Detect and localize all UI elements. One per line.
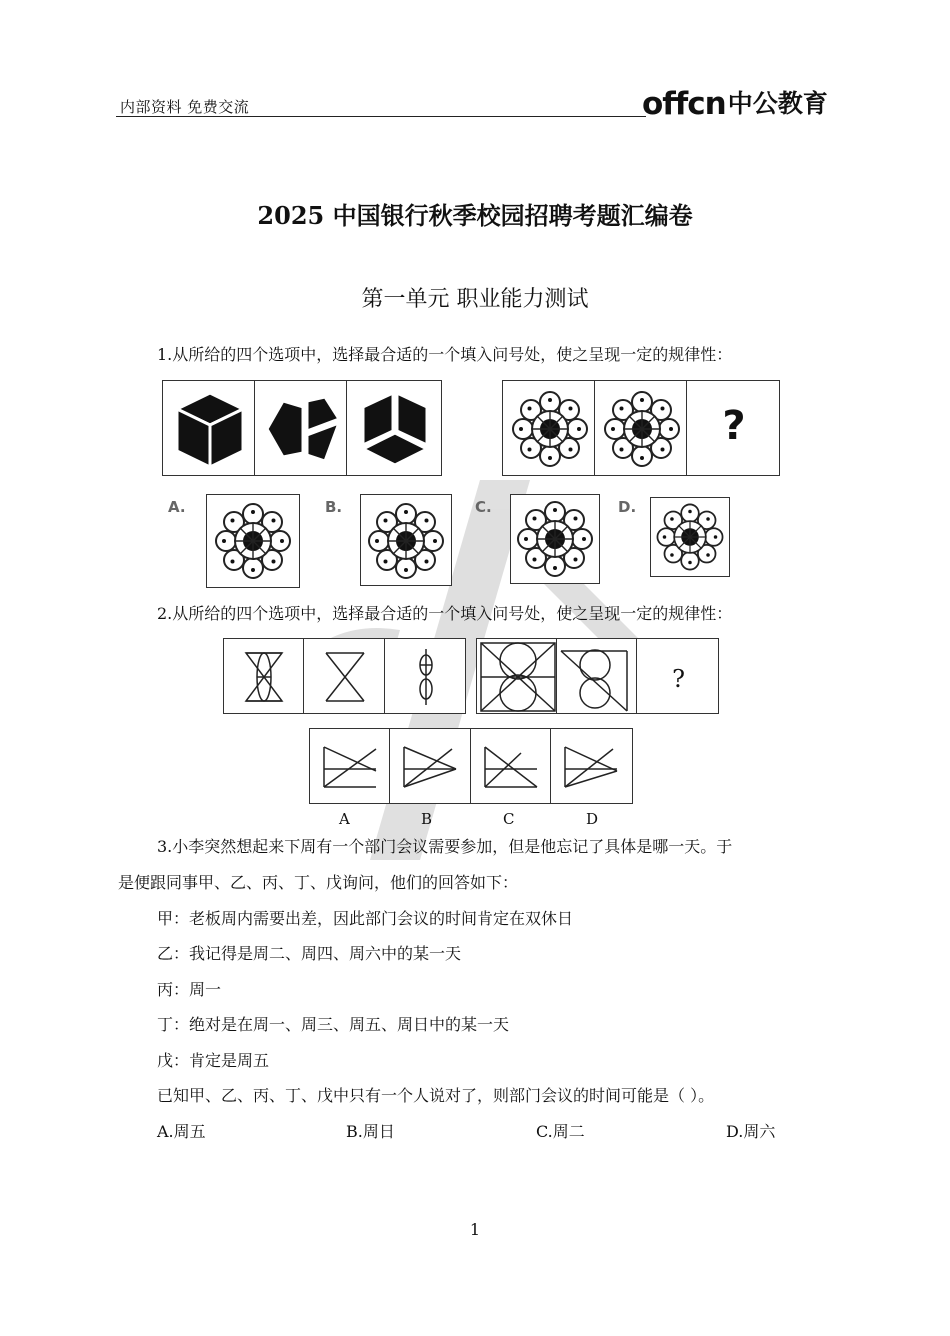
q3-statement-yi: 乙：我记得是周二、周四、周六中的某一天	[157, 944, 462, 963]
q2-option-a-label: A	[339, 810, 350, 828]
q1-question-cell	[686, 380, 780, 476]
q2-option-a[interactable]	[309, 728, 391, 804]
q2-figure-4	[476, 638, 558, 714]
q3-statement-wu: 戊：肯定是周五	[157, 1051, 270, 1070]
q3-stem-line2: 是便跟同事甲、乙、丙、丁、戊询问，他们的回答如下：	[118, 873, 519, 892]
q1-option-d-label: D.	[618, 498, 637, 516]
q3-stem-line1: 3.小李突然想起来下周有一个部门会议需要参加，但是他忘记了具体是哪一天。于	[157, 837, 733, 856]
q2-figure-5	[556, 638, 638, 714]
cube-icon	[163, 381, 257, 477]
overlay-icon	[557, 639, 639, 715]
question-mark: ?	[722, 403, 746, 449]
hourglass-icon	[224, 639, 306, 715]
triangle-icon	[551, 729, 634, 805]
q1-option-d[interactable]	[650, 497, 730, 577]
q1-stem: 1.从所给的四个选项中，选择最合适的一个填入问号处，使之呈现一定的规律性：	[157, 345, 733, 364]
q1-flower-1	[502, 380, 596, 476]
flower-icon	[207, 495, 301, 589]
offcn-logo	[642, 80, 828, 120]
triangle-icon	[310, 729, 392, 805]
logo-text-cn: 中公教育	[727, 89, 828, 118]
q1-question-row-left	[162, 380, 442, 476]
cube-icon	[347, 381, 443, 477]
q1-option-b-label: B.	[325, 498, 343, 516]
q3-statement-jia: 甲：老板周内需要出差，因此部门会议的时间肯定在双休日	[157, 909, 574, 928]
q1-option-a[interactable]	[206, 494, 300, 588]
document-title: 2025 中国银行秋季校园招聘考题汇编卷	[257, 201, 693, 230]
q1-cube-3	[346, 380, 442, 476]
hourglass-icon	[304, 639, 387, 715]
triangle-icon	[390, 729, 472, 805]
q3-statement-bing: 丙：周一	[157, 980, 222, 999]
q2-figure-1	[223, 638, 305, 714]
overlay-icon	[477, 639, 559, 715]
triangle-icon	[471, 729, 553, 805]
flower-icon	[595, 381, 689, 477]
page-number: 1	[469, 1220, 481, 1239]
flower-icon	[511, 495, 601, 585]
q3-choice-d[interactable]: D.周六	[726, 1122, 776, 1141]
q2-figure-3	[384, 638, 466, 714]
q2-option-d[interactable]	[550, 728, 633, 804]
q1-question-row-right	[502, 380, 780, 476]
q3-choice-b[interactable]: B.周日	[346, 1122, 395, 1141]
q2-option-b[interactable]	[389, 728, 471, 804]
cube-icon	[255, 381, 349, 477]
q2-question-cell	[636, 638, 719, 714]
header-rule	[116, 116, 646, 117]
q2-option-b-label: B	[421, 810, 433, 828]
q1-cube-2	[254, 380, 348, 476]
question-mark: ?	[672, 665, 685, 693]
q1-option-b[interactable]	[360, 494, 452, 586]
q2-option-c[interactable]	[470, 728, 552, 804]
flower-icon	[503, 381, 597, 477]
unit-title: 第一单元 职业能力测试	[361, 287, 589, 312]
q2-option-d-label: D	[586, 810, 599, 828]
q2-question-row	[223, 638, 719, 714]
q2-option-c-label: C	[503, 810, 515, 828]
logo-text-en: offcn	[642, 86, 726, 122]
q3-question: 已知甲、乙、丙、丁、戊中只有一个人说对了，则部门会议的时间可能是（ ）。	[157, 1086, 715, 1105]
q3-statement-ding: 丁：绝对是在周一、周三、周五、周日中的某一天	[157, 1015, 510, 1034]
circles-icon	[385, 639, 467, 715]
q1-flower-2	[594, 380, 688, 476]
flower-icon	[651, 498, 731, 578]
header-note: 内部资料 免费交流	[120, 98, 250, 116]
q1-option-c[interactable]	[510, 494, 600, 584]
q1-cube-1	[162, 380, 256, 476]
q1-option-c-label: C.	[475, 498, 492, 516]
q3-choice-a[interactable]: A.周五	[157, 1122, 206, 1141]
q2-options-row	[309, 728, 633, 804]
flower-icon	[361, 495, 453, 587]
q2-figure-2	[303, 638, 386, 714]
q1-option-a-label: A.	[168, 498, 186, 516]
q2-stem: 2.从所给的四个选项中，选择最合适的一个填入问号处，使之呈现一定的规律性：	[157, 604, 733, 623]
q3-choice-c[interactable]: C.周二	[536, 1122, 585, 1141]
